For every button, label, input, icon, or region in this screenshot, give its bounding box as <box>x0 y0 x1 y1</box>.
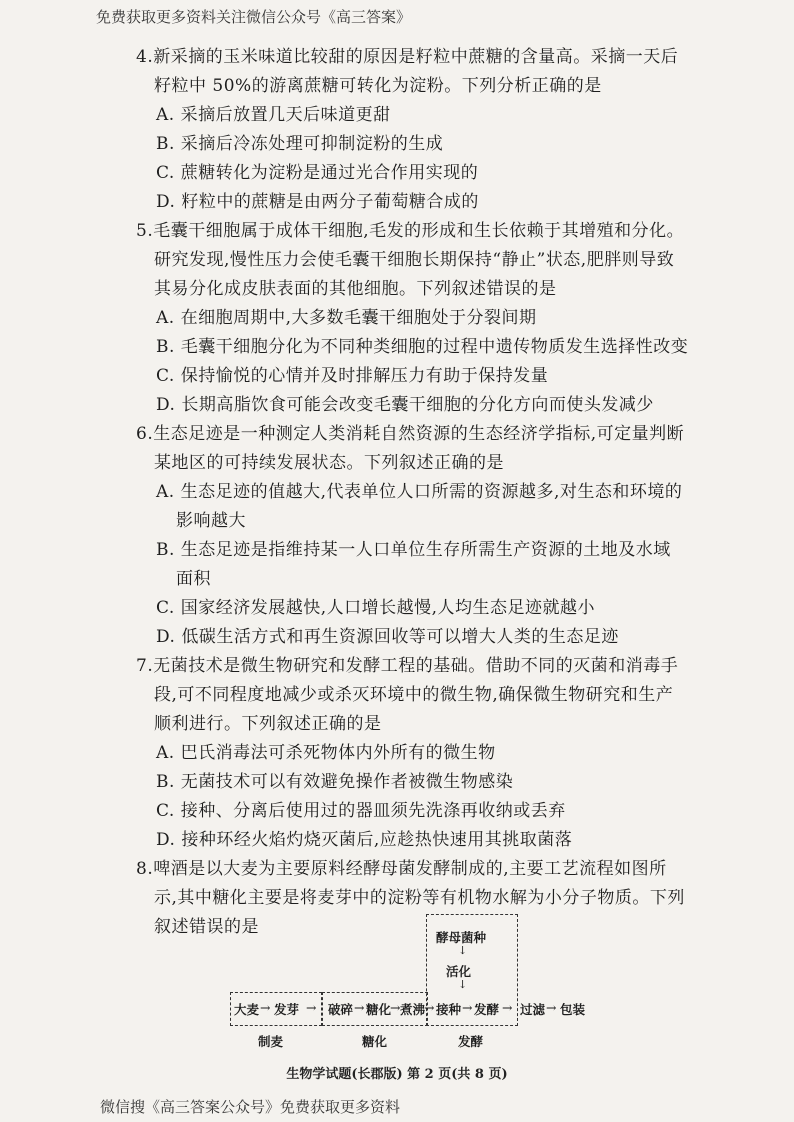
q6-option-b-cont: 面积 <box>176 569 211 589</box>
q5-option-c: C. 保持愉悦的心情并及时排解压力有助于保持发量 <box>156 366 549 386</box>
q7-option-b: B. 无菌技术可以有效避免操作者被微生物感染 <box>156 772 514 792</box>
yeast-strain-label: 酵母菌种 <box>436 930 487 945</box>
top-watermark: 免费获取更多资料关注微信公众号《高三答案》 <box>96 8 412 26</box>
q5-stem-line-2: 研究发现,慢性压力会使毛囊干细胞长期保持“静止”状态,肥胖则导致 <box>154 250 675 270</box>
q7-stem-line-2: 段,可不同程度地减少或杀灭环境中的微生物,确保微生物研究和生产 <box>154 685 674 705</box>
right-arrow-icon: → <box>546 1000 557 1015</box>
q6-option-d: D. 低碳生活方式和再生资源回收等可以增大人类的生态足迹 <box>156 627 619 647</box>
q7-option-c: C. 接种、分离后使用过的器皿须先洗涤再收纳或丢弃 <box>156 801 566 821</box>
activation-label: 活化 <box>446 964 472 979</box>
flow-step-fermentation: 发酵 <box>474 1002 500 1017</box>
flow-step-inoculation: 接种 <box>436 1002 462 1017</box>
beer-process-diagram <box>222 912 622 1049</box>
q4-stem-line-2: 籽粒中 50%的游离蔗糖可转化为淀粉。下列分析正确的是 <box>154 76 602 96</box>
q4-option-d: D. 籽粒中的蔗糖是由两分子葡萄糖合成的 <box>156 192 479 212</box>
q8-stem-line-2: 示,其中糖化主要是将麦芽中的淀粉等有机物水解为小分子物质。下列 <box>154 888 685 908</box>
flow-step-germination: 发芽 <box>274 1002 300 1017</box>
flow-step-saccharification: 糖化 <box>366 1002 392 1017</box>
q6-option-b: B. 生态足迹是指维持某一人口单位生存所需生产资源的土地及水域 <box>156 540 671 560</box>
q8-stem-line-1: 8.啤酒是以大麦为主要原料经酵母菌发酵制成的,主要工艺流程如图所 <box>136 859 667 879</box>
q7-option-d: D. 接种环经火焰灼烧灭菌后,应趁热快速用其挑取菌落 <box>156 830 573 850</box>
q5-option-a: A. 在细胞周期中,大多数毛囊干细胞处于分裂间期 <box>156 308 537 328</box>
flow-step-filtration: 过滤 <box>520 1002 546 1017</box>
q7-stem-line-3: 顺利进行。下列叙述正确的是 <box>154 714 382 734</box>
q6-option-a-cont: 影响越大 <box>176 511 246 531</box>
stage-label-malting: 制麦 <box>258 1034 284 1049</box>
flow-step-boiling: 煮沸 <box>400 1002 426 1017</box>
stage-label-fermentation: 发酵 <box>458 1034 484 1049</box>
page-footer: 生物学试题(长郡版) 第 2 页(共 8 页) <box>286 1067 508 1082</box>
q6-option-c: C. 国家经济发展越快,人口增长越慢,人均生态足迹就越小 <box>156 598 596 618</box>
q4-option-c: C. 蔗糖转化为淀粉是通过光合作用实现的 <box>156 163 479 183</box>
right-arrow-icon: → <box>354 1000 365 1015</box>
flow-step-packaging: 包装 <box>560 1002 586 1017</box>
right-arrow-icon: → <box>260 1000 271 1015</box>
q5-stem-line-1: 5.毛囊干细胞属于成体干细胞,毛发的形成和生长依赖于其增殖和分化。 <box>136 221 685 241</box>
q7-option-a: A. 巴氏消毒法可杀死物体内外所有的微生物 <box>156 743 496 763</box>
flow-step-barley: 大麦 <box>234 1002 260 1017</box>
flow-step-crushing: 破碎 <box>328 1002 354 1017</box>
q4-stem-line-1: 4.新采摘的玉米味道比较甜的原因是籽粒中蔗糖的含量高。采摘一天后 <box>136 47 679 67</box>
q6-stem-line-1: 6.生态足迹是一种测定人类消耗自然资源的生态经济学指标,可定量判断 <box>136 424 685 444</box>
q7-stem-line-1: 7.无菌技术是微生物研究和发酵工程的基础。借助不同的灭菌和消毒手 <box>136 656 679 676</box>
q5-stem-line-3: 其易分化成皮肤表面的其他细胞。下列叙述错误的是 <box>154 279 557 299</box>
q6-stem-line-2: 某地区的可持续发展状态。下列叙述正确的是 <box>154 453 504 473</box>
q5-option-b: B. 毛囊干细胞分化为不同种类细胞的过程中遗传物质发生选择性改变 <box>156 337 689 357</box>
right-arrow-icon: → <box>390 1000 401 1015</box>
q4-option-b: B. 采摘后冷冻处理可抑制淀粉的生成 <box>156 134 444 154</box>
q6-option-a: A. 生态足迹的值越大,代表单位人口所需的资源越多,对生态和环境的 <box>156 482 683 502</box>
down-arrow-icon: ↓ <box>458 944 468 957</box>
stage-label-saccharification: 糖化 <box>362 1034 388 1049</box>
right-arrow-icon: → <box>306 1000 317 1015</box>
bottom-watermark: 微信搜《高三答案公众号》免费获取更多资料 <box>100 1098 401 1116</box>
right-arrow-icon: → <box>502 1000 513 1015</box>
down-arrow-icon: ↓ <box>458 978 468 991</box>
q8-stem-line-3: 叙述错误的是 <box>154 917 259 937</box>
right-arrow-icon: → <box>462 1000 473 1015</box>
q5-option-d: D. 长期高脂饮食可能会改变毛囊干细胞的分化方向而使头发减少 <box>156 395 654 415</box>
q4-option-a: A. 采摘后放置几天后味道更甜 <box>156 105 391 125</box>
right-arrow-icon: → <box>424 1000 435 1015</box>
